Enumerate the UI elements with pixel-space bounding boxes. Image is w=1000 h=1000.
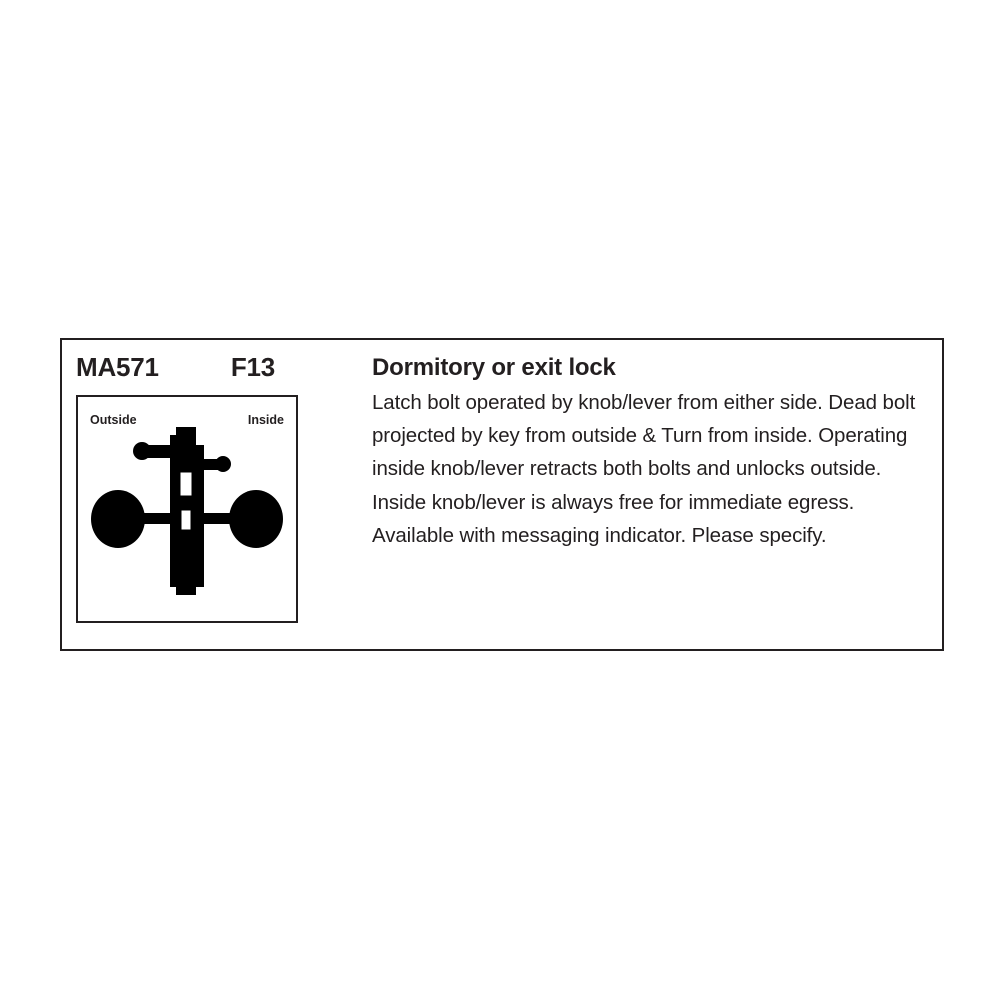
diagram-outside-label: Outside xyxy=(90,413,137,427)
model-code: MA571 xyxy=(76,352,159,382)
description-column xyxy=(372,354,928,552)
mortise-lock-icon xyxy=(78,397,300,625)
description-body: Latch bolt operated by knob/lever from either side. Dead bolt projected by key from outside & Turn from inside. Operating inside knob/lever retracts both bolts and unlocks outside. Inside knob/lever is always free for immediate egress. Available with messaging indicator. Please specify. xyxy=(372,391,916,547)
function-code: F13 xyxy=(230,352,276,382)
description-title: Dormitory or exit lock xyxy=(372,354,616,381)
product-spec-card xyxy=(60,338,944,651)
left-column xyxy=(72,352,304,623)
lock-diagram xyxy=(76,395,298,623)
code-row xyxy=(72,352,304,383)
diagram-inside-label: Inside xyxy=(247,413,284,427)
